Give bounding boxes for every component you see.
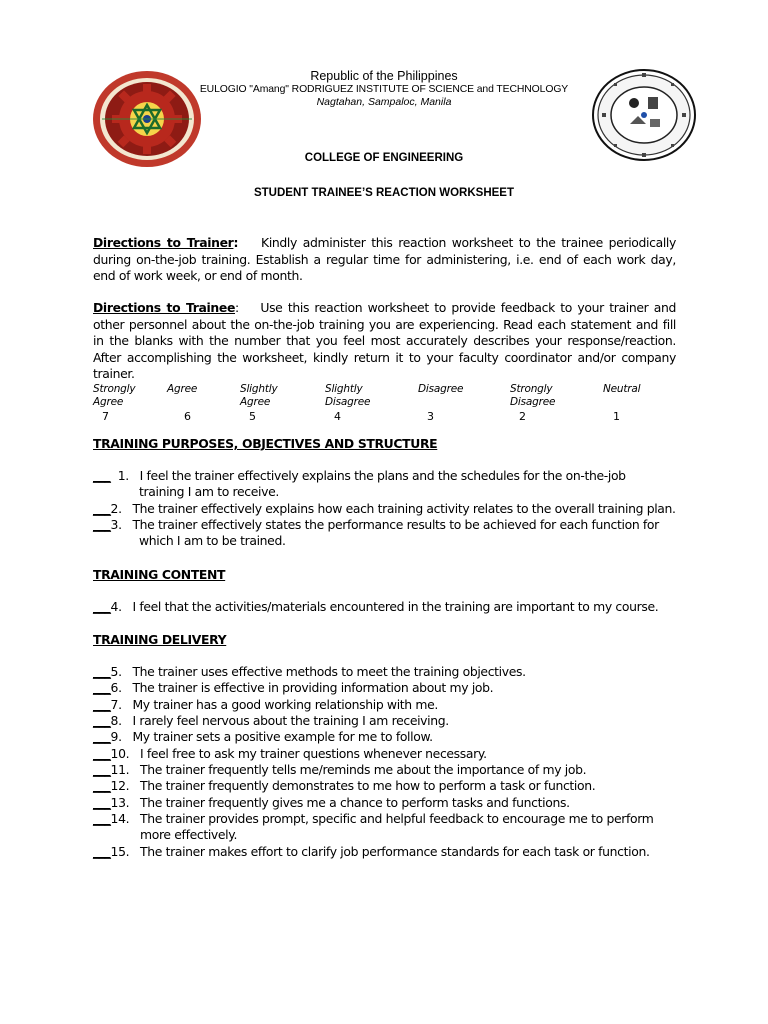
statement-item: ___9. My trainer sets a positive example for me to follow. [93, 729, 433, 744]
address-line: Nagtahan, Sampaloc, Manila [316, 96, 452, 108]
answer-blank[interactable]: ___ [93, 844, 111, 859]
statement-text: I rarely feel nervous about the training I am receiving. [132, 713, 449, 728]
scale-label: Strongly Disagree [510, 383, 556, 408]
directions-trainer: Directions to Trainer: Kindly administer this reaction worksheet to the trainee periodically during on-the-job training. Establish a regular time for administering, i.e. end of each work day, end of work week, or end of month. [93, 235, 676, 283]
statement-text: My trainer sets a positive example for me to follow. [132, 729, 433, 744]
answer-blank[interactable]: ___ [93, 501, 111, 516]
section-heading-purposes: TRAINING PURPOSES, OBJECTIVES AND STRUCTURE [93, 436, 438, 451]
answer-blank[interactable]: ___ [93, 680, 111, 695]
scale-label: Strongly Agree [93, 383, 136, 408]
answer-blank[interactable]: ___ [93, 795, 111, 810]
statement-text: The trainer is effective in providing information about my job. [132, 680, 494, 695]
scale-label: Disagree [418, 383, 464, 395]
statement-continuation: training I am to receive. [139, 484, 279, 500]
statement-item: ___13. The trainer frequently gives me a chance to perform tasks and functions. [93, 795, 570, 810]
answer-blank[interactable]: ___ [93, 517, 111, 532]
answer-blank[interactable]: ___ [93, 729, 111, 744]
institute-name: EULOGIO "Amang" RODRIGUEZ INSTITUTE OF SCIENCE and TECHNOLOGY [199, 84, 569, 95]
answer-blank[interactable]: ___ [93, 778, 111, 793]
scale-value: 6 [184, 410, 191, 423]
answer-blank[interactable]: ___ [93, 468, 111, 483]
statement-text: The trainer frequently gives me a chance to perform tasks and functions. [139, 795, 570, 810]
answer-blank[interactable]: ___ [93, 664, 111, 679]
statement-text: The trainer effectively explains how each training activity relates to the overall training plan. [132, 501, 676, 516]
scale-label: Slightly Disagree [325, 383, 371, 408]
statement-item: ___7. My trainer has a good working relationship with me. [93, 697, 438, 712]
statement-item: ___ 1. I feel the trainer effectively explains the plans and the schedules for the on-the-job training I am to receive. [93, 468, 626, 500]
statement-item: ___3. The trainer effectively states the performance results to be achieved for each function for which I am to be trained. [93, 517, 659, 549]
statement-text: The trainer provides prompt, specific and helpful feedback to encourage me to perform [139, 811, 654, 826]
statement-text: I feel free to ask my trainer questions whenever necessary. [139, 746, 487, 761]
scale-label: Slightly Agree [240, 383, 278, 408]
scale-value: 4 [334, 410, 341, 423]
statement-continuation: more effectively. [140, 827, 238, 843]
answer-blank[interactable]: ___ [93, 599, 111, 614]
directions-trainee-text: Use this reaction worksheet to provide feedback to your trainer and other personnel about the on-the-job training you are experiencing. Read each statement and fill in the blanks with the number that you feel most accurately describes your response/reaction. After accomplishing the worksheet, kindly return it to your faculty coordinator and/or company trainer. [93, 300, 676, 381]
republic-line: Republic of the Philippines [310, 69, 458, 83]
scale-label: Neutral [603, 383, 641, 395]
scale-value: 3 [427, 410, 434, 423]
statement-item: ___11. The trainer frequently tells me/reminds me about the importance of my job. [93, 762, 587, 777]
statement-item: ___5. The trainer uses effective methods to meet the training objectives. [93, 664, 526, 679]
directions-trainer-label: Directions to Trainer [93, 235, 234, 250]
statement-text: The trainer frequently tells me/reminds me about the importance of my job. [139, 762, 587, 777]
answer-blank[interactable]: ___ [93, 762, 111, 777]
statement-text: The trainer effectively states the performance results to be achieved for each function for [132, 517, 659, 532]
college-name: COLLEGE OF ENGINEERING [304, 152, 464, 164]
section-heading-content: TRAINING CONTENT [93, 567, 226, 582]
section-heading-delivery: TRAINING DELIVERY [93, 632, 227, 647]
statement-text: The trainer makes effort to clarify job performance standards for each task or function. [139, 844, 650, 859]
scale-value: 1 [613, 410, 620, 423]
scale-label: Agree [167, 383, 198, 395]
directions-trainer-text: Kindly administer this reaction worksheet to the trainee periodically during on-the-job training. Establish a regular time for administering, i.e. end of each work day, end of work week, or end of month. [93, 235, 676, 283]
scale-value: 2 [519, 410, 526, 423]
statement-item: ___15. The trainer makes effort to clarify job performance standards for each task or function. [93, 844, 650, 859]
directions-trainee: Directions to Trainee: Use this reaction worksheet to provide feedback to your trainer and other personnel about the on-the-job training you are experiencing. Read each statement and fill in the blanks with the number that you feel most accurately describes your response/reaction. After accomplishing the worksheet, kindly return it to your faculty coordinator and/or company trainer. [93, 300, 676, 381]
statement-text: I feel that the activities/materials encountered in the training are important to my course. [132, 599, 659, 614]
statement-item: ___14. The trainer provides prompt, specific and helpful feedback to encourage me to perform more effectively. [93, 811, 654, 843]
worksheet-title: STUDENT TRAINEE’S REACTION WORKSHEET [253, 187, 515, 199]
statement-item: ___8. I rarely feel nervous about the training I am receiving. [93, 713, 449, 728]
statement-item: ___6. The trainer is effective in providing information about my job. [93, 680, 494, 695]
statement-text: My trainer has a good working relationship with me. [132, 697, 438, 712]
statement-item: ___12. The trainer frequently demonstrates to me how to perform a task or function. [93, 778, 596, 793]
statement-continuation: which I am to be trained. [139, 533, 286, 549]
statement-text: I feel the trainer effectively explains the plans and the schedules for the on-the-job [139, 468, 626, 483]
college-engineering-seal [592, 69, 696, 161]
scale-value: 7 [102, 410, 109, 423]
statement-text: The trainer frequently demonstrates to me how to perform a task or function. [139, 778, 596, 793]
answer-blank[interactable]: ___ [93, 713, 111, 728]
answer-blank[interactable]: ___ [93, 746, 111, 761]
answer-blank[interactable]: ___ [93, 697, 111, 712]
statement-text: The trainer uses effective methods to meet the training objectives. [132, 664, 526, 679]
answer-blank[interactable]: ___ [93, 811, 111, 826]
scale-value: 5 [249, 410, 256, 423]
directions-trainee-label: Directions to Trainee [93, 300, 236, 315]
statement-item: ___10. I feel free to ask my trainer questions whenever necessary. [93, 746, 487, 761]
statement-item: ___2. The trainer effectively explains how each training activity relates to the overall training plan. [93, 501, 676, 516]
statement-item: ___4. I feel that the activities/materials encountered in the training are important to my course. [93, 599, 659, 614]
